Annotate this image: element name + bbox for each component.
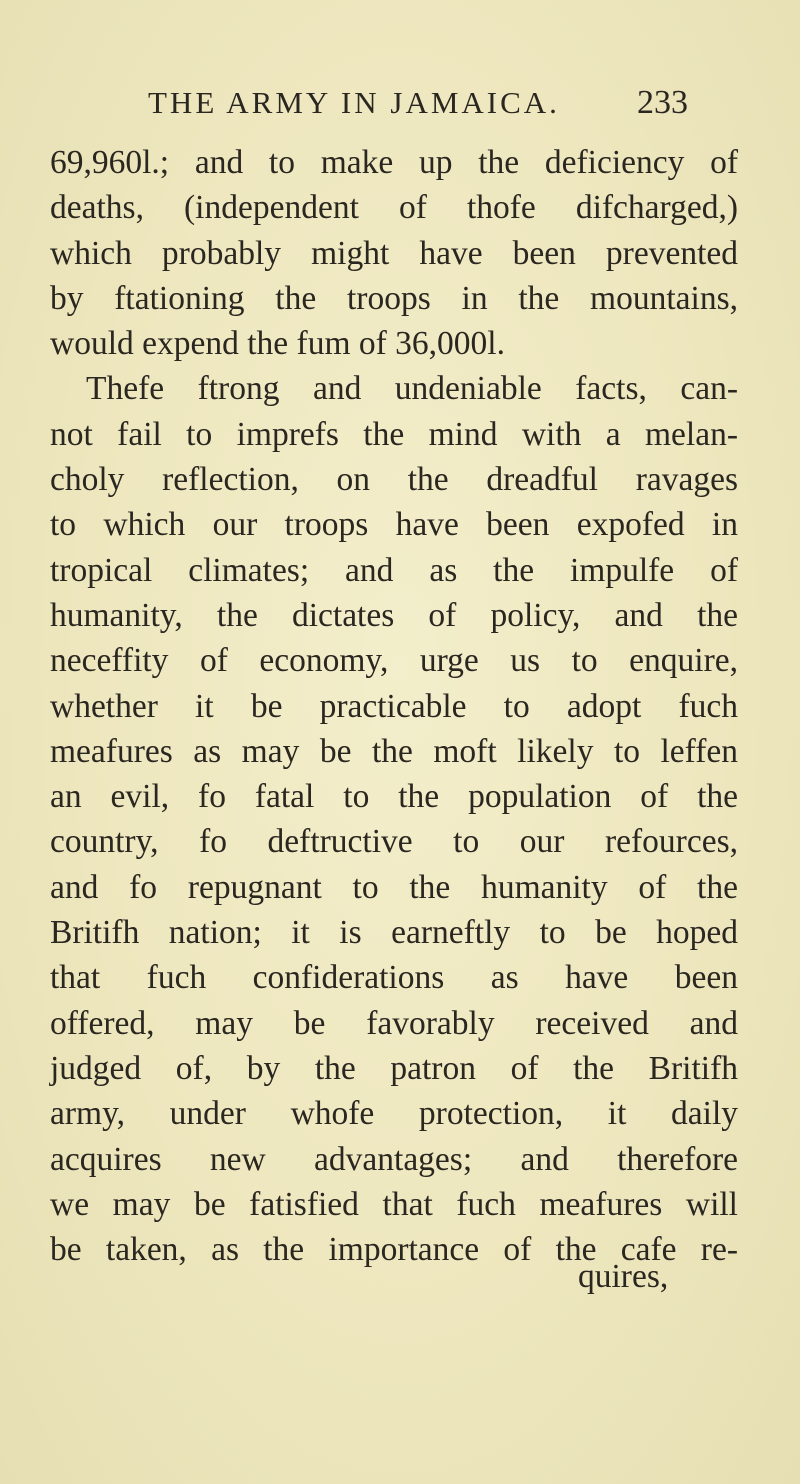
catchword: quires, <box>578 1258 669 1295</box>
text-line: tropical climates; and as the impulfe of <box>50 551 738 589</box>
text-line: army, under whofe protection, it daily <box>50 1095 738 1133</box>
text-line: we may be fatisfied that fuch meafures will <box>50 1185 738 1223</box>
text-line: acquires new advantages; and therefore <box>50 1140 738 1178</box>
text-line: Thefe ftrong and undeniable facts, can- <box>86 370 738 408</box>
body-text <box>50 140 738 1272</box>
text-line: an evil, fo fatal to the population of the <box>50 778 738 816</box>
text-line: which probably might have been prevented <box>50 234 738 272</box>
text-line: meafures as may be the moft likely to leffen <box>50 732 738 770</box>
text-line: whether it be practicable to adopt fuch <box>50 687 738 725</box>
text-line: neceffity of economy, urge us to enquire, <box>50 642 738 680</box>
text-line: by ftationing the troops in the mountains, <box>50 279 738 317</box>
text-line: choly reflection, on the dreadful ravages <box>50 461 738 499</box>
text-line: Britifh nation; it is earneftly to be hoped <box>50 914 738 952</box>
text-line: to which our troops have been expofed in <box>50 506 738 544</box>
text-line: be taken, as the importance of the cafe re- <box>50 1231 738 1269</box>
text-line: judged of, by the patron of the Britifh <box>50 1049 738 1087</box>
running-head: THE ARMY IN JAMAICA. <box>148 85 560 120</box>
text-line: deaths, (independent of thofe difcharged,) <box>50 189 738 227</box>
text-line: not fail to imprefs the mind with a melan- <box>50 415 738 453</box>
text-line: 69,960l.; and to make up the deficiency of <box>50 144 738 181</box>
page-header <box>148 84 688 122</box>
page-number: 233 <box>637 84 688 121</box>
text-line: offered, may be favorably received and <box>50 1004 738 1042</box>
text-line: humanity, the dictates of policy, and the <box>50 596 738 634</box>
text-line: would expend the fum of 36,000l. <box>50 325 505 363</box>
text-line: that fuch confiderations as have been <box>50 959 738 997</box>
text-line: country, fo deftructive to our refources, <box>50 823 738 861</box>
text-line: and fo repugnant to the humanity of the <box>50 868 738 906</box>
